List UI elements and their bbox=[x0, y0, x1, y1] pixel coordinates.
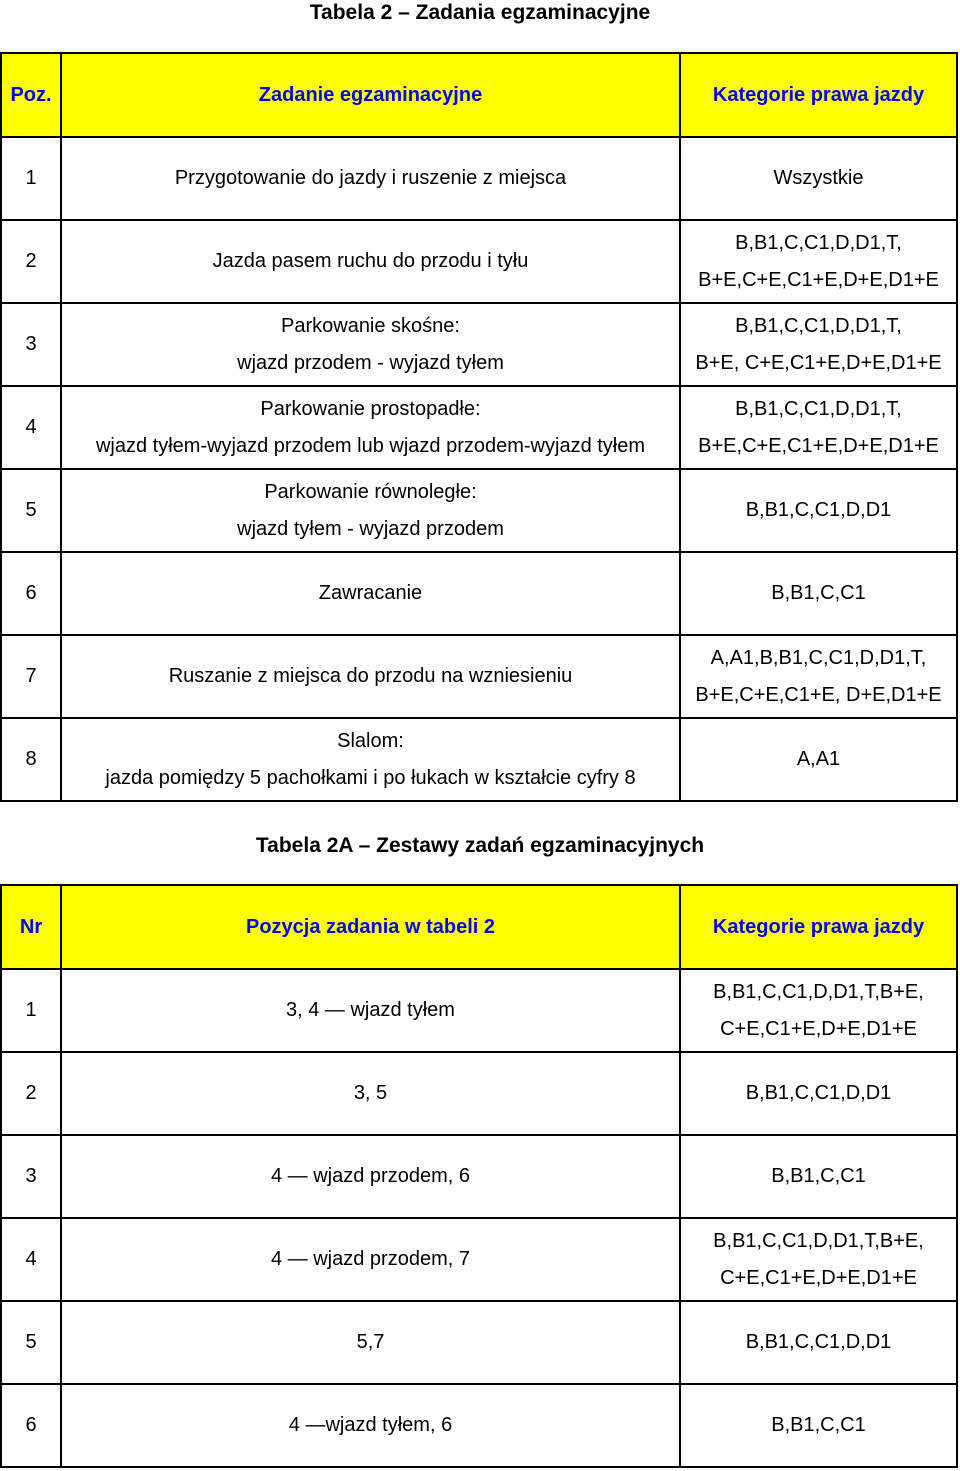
categories-cell bbox=[680, 969, 957, 1052]
table-row bbox=[1, 220, 957, 303]
categories-cell bbox=[680, 1135, 957, 1218]
header-task: Zadanie egzaminacyjne bbox=[61, 53, 680, 137]
task-cell bbox=[61, 303, 680, 386]
categories-cell bbox=[680, 386, 957, 469]
categories-text: C+E,C1+E,D+E,D1+E bbox=[720, 1266, 917, 1289]
row-number: 3 bbox=[1, 1135, 61, 1218]
table-row bbox=[1, 1384, 957, 1467]
categories-cell bbox=[680, 1384, 957, 1467]
categories-text: B+E,C+E,C1+E,D+E,D1+E bbox=[698, 434, 939, 457]
categories-cell bbox=[680, 635, 957, 718]
row-number: 1 bbox=[1, 969, 61, 1052]
task-cell bbox=[61, 635, 680, 718]
categories-cell bbox=[680, 1052, 957, 1135]
task-text: jazda pomiędzy 5 pachołkami i po łukach w kształcie cyfry 8 bbox=[105, 766, 636, 789]
task-text: Slalom: bbox=[337, 729, 404, 752]
table-row bbox=[1, 303, 957, 386]
categories-text: B,B1,C,C1,D,D1,T, bbox=[735, 314, 902, 337]
categories-text: A,A1 bbox=[796, 748, 841, 770]
exam-sets-table bbox=[0, 884, 958, 1468]
categories-text: C+E,C1+E,D+E,D1+E bbox=[720, 1017, 917, 1040]
task-cell bbox=[61, 1218, 680, 1301]
header-number: Nr bbox=[1, 885, 61, 969]
task-text: 4 — wjazd przodem, 7 bbox=[271, 1248, 470, 1270]
row-number: 5 bbox=[1, 469, 61, 552]
categories-text: B,B1,C,C1,D,D1 bbox=[745, 499, 892, 521]
task-cell bbox=[61, 552, 680, 635]
header-task-position: Pozycja zadania w tabeli 2 bbox=[61, 885, 680, 969]
task-text: Jazda pasem ruchu do przodu i tyłu bbox=[212, 250, 529, 272]
categories-cell bbox=[680, 1301, 957, 1384]
table-row bbox=[1, 552, 957, 635]
categories-text: B,B1,C,C1,D,D1 bbox=[745, 1331, 892, 1353]
task-text: Parkowanie równoległe: bbox=[264, 480, 477, 503]
categories-text: B,B1,C,C1 bbox=[771, 582, 866, 604]
categories-cell bbox=[680, 137, 957, 220]
task-text: wjazd tyłem-wyjazd przodem lub wjazd przodem-wyjazd tyłem bbox=[95, 434, 646, 457]
table-row bbox=[1, 1052, 957, 1135]
exam-tasks-body bbox=[1, 137, 957, 801]
categories-text: B,B1,C,C1,D,D1,T,B+E, bbox=[713, 980, 924, 1003]
table-row bbox=[1, 1301, 957, 1384]
table-row bbox=[1, 635, 957, 718]
task-cell bbox=[61, 220, 680, 303]
row-number: 1 bbox=[1, 137, 61, 220]
task-cell bbox=[61, 969, 680, 1052]
task-text: Ruszanie z miejsca do przodu na wzniesieniu bbox=[168, 665, 573, 687]
exam-sets-body bbox=[1, 969, 957, 1467]
categories-text: B+E,C+E,C1+E, D+E,D1+E bbox=[695, 683, 942, 706]
header-categories: Kategorie prawa jazdy bbox=[680, 53, 957, 137]
categories-cell bbox=[680, 303, 957, 386]
task-text: wjazd tyłem - wyjazd przodem bbox=[237, 517, 504, 540]
header-categories: Kategorie prawa jazdy bbox=[680, 885, 957, 969]
categories-text: B,B1,C,C1,D,D1,T,B+E, bbox=[713, 1229, 924, 1252]
row-number: 7 bbox=[1, 635, 61, 718]
task-text: 3, 5 bbox=[353, 1082, 388, 1104]
row-number: 2 bbox=[1, 1052, 61, 1135]
task-cell bbox=[61, 1135, 680, 1218]
table-row bbox=[1, 718, 957, 801]
task-cell bbox=[61, 137, 680, 220]
row-number: 4 bbox=[1, 1218, 61, 1301]
header-position: Poz. bbox=[1, 53, 61, 137]
row-number: 6 bbox=[1, 552, 61, 635]
categories-text: Wszystkie bbox=[773, 167, 864, 189]
table-row bbox=[1, 386, 957, 469]
task-cell bbox=[61, 718, 680, 801]
categories-text: A,A1,B,B1,C,C1,D,D1,T, bbox=[710, 646, 927, 669]
row-number: 3 bbox=[1, 303, 61, 386]
task-text: Parkowanie skośne: bbox=[281, 314, 460, 337]
categories-cell bbox=[680, 220, 957, 303]
table2a-title: Tabela 2A – Zestawy zadań egzaminacyjnych bbox=[255, 834, 705, 857]
task-cell bbox=[61, 469, 680, 552]
row-number: 6 bbox=[1, 1384, 61, 1467]
categories-text: B,B1,C,C1 bbox=[771, 1414, 866, 1436]
table-row bbox=[1, 137, 957, 220]
categories-text: B+E, C+E,C1+E,D+E,D1+E bbox=[695, 351, 942, 374]
row-number: 2 bbox=[1, 220, 61, 303]
categories-text: B,B1,C,C1 bbox=[771, 1165, 866, 1187]
categories-cell bbox=[680, 552, 957, 635]
categories-cell bbox=[680, 1218, 957, 1301]
task-text: Parkowanie prostopadłe: bbox=[260, 397, 481, 420]
categories-text: B,B1,C,C1,D,D1,T, bbox=[735, 397, 902, 420]
task-cell bbox=[61, 1301, 680, 1384]
table-row bbox=[1, 1218, 957, 1301]
task-text: 3, 4 — wjazd tyłem bbox=[286, 999, 455, 1021]
row-number: 4 bbox=[1, 386, 61, 469]
task-text: Przygotowanie do jazdy i ruszenie z miejsca bbox=[174, 167, 567, 189]
task-text: Zawracanie bbox=[318, 582, 423, 604]
task-text: 4 —wjazd tyłem, 6 bbox=[288, 1414, 453, 1436]
task-text: 4 — wjazd przodem, 6 bbox=[271, 1165, 470, 1187]
row-number: 8 bbox=[1, 718, 61, 801]
exam-tasks-table bbox=[0, 52, 958, 802]
task-cell bbox=[61, 1384, 680, 1467]
task-text: 5,7 bbox=[356, 1331, 385, 1353]
task-cell bbox=[61, 386, 680, 469]
table-row bbox=[1, 969, 957, 1052]
categories-text: B,B1,C,C1,D,D1,T, bbox=[735, 231, 902, 254]
task-cell bbox=[61, 1052, 680, 1135]
categories-text: B,B1,C,C1,D,D1 bbox=[745, 1082, 892, 1104]
row-number: 5 bbox=[1, 1301, 61, 1384]
table-row bbox=[1, 469, 957, 552]
table2-title: Tabela 2 – Zadania egzaminacyjne bbox=[309, 1, 651, 24]
table-row bbox=[1, 1135, 957, 1218]
categories-text: B+E,C+E,C1+E,D+E,D1+E bbox=[698, 268, 939, 291]
categories-cell bbox=[680, 718, 957, 801]
categories-cell bbox=[680, 469, 957, 552]
task-text: wjazd przodem - wyjazd tyłem bbox=[237, 351, 504, 374]
